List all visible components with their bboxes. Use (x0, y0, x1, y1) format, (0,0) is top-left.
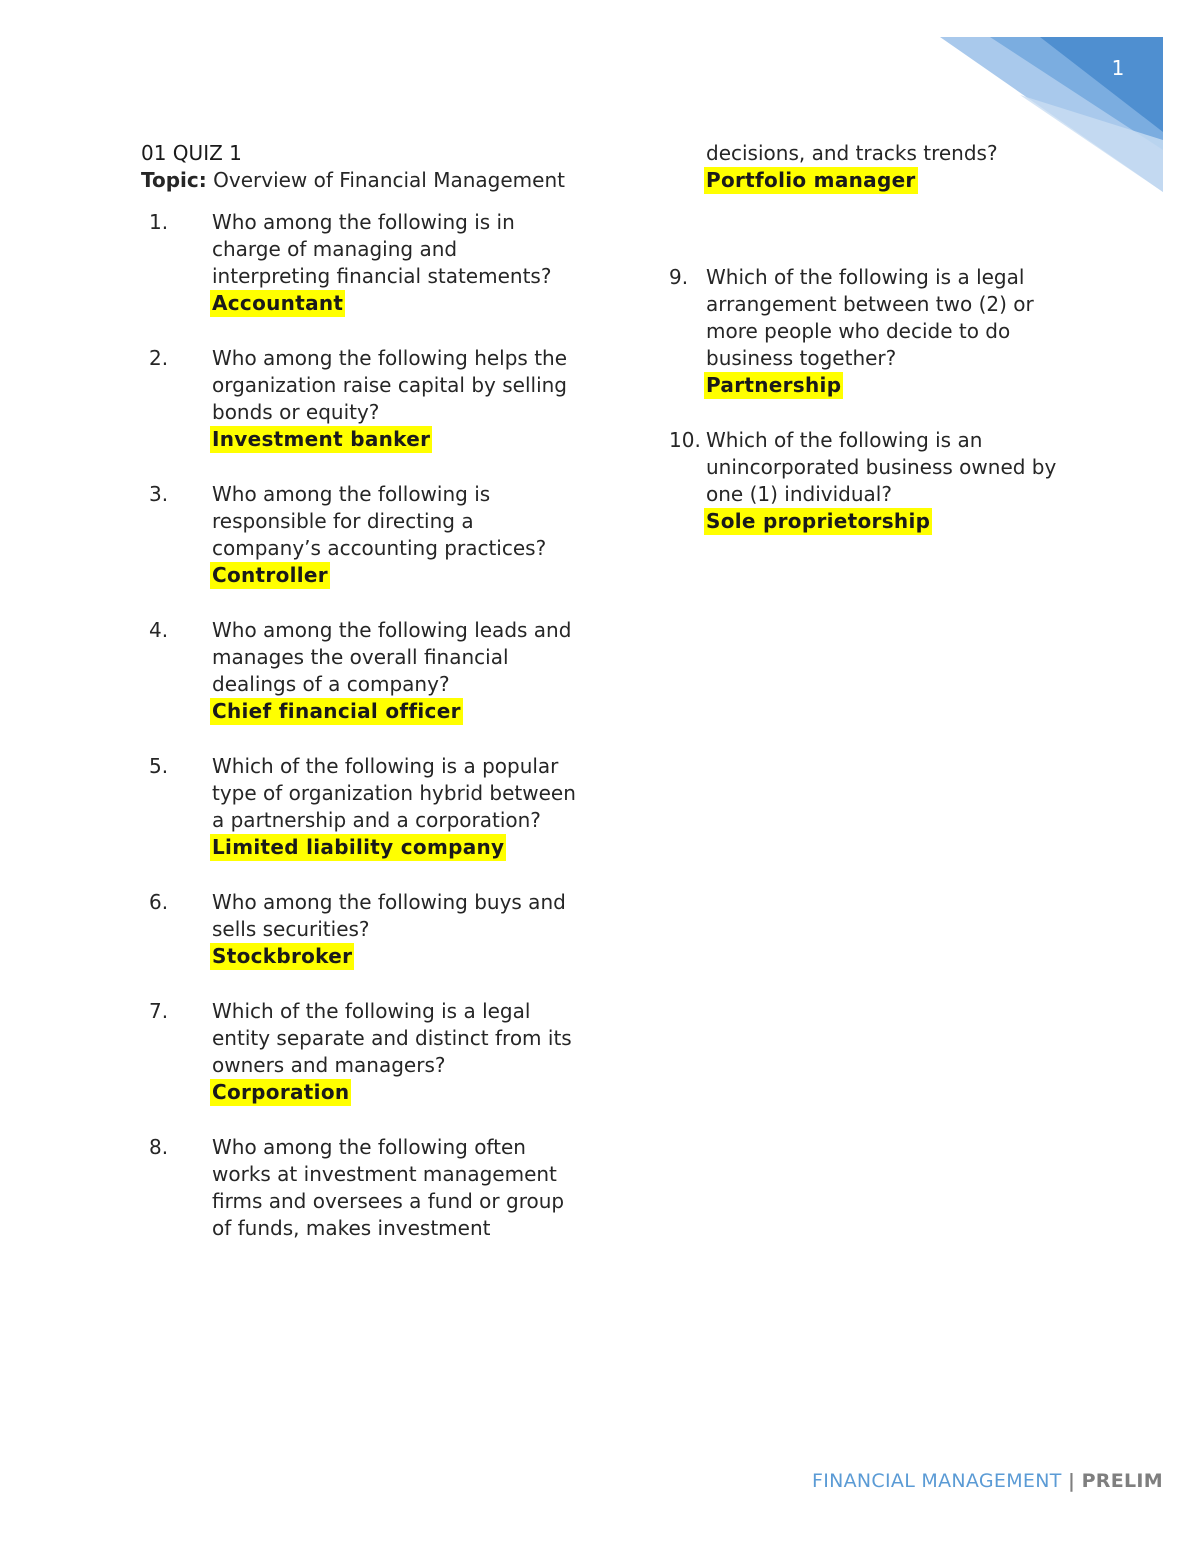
question-number: 9. (669, 265, 689, 289)
question-number: 5. (149, 754, 169, 778)
answer-highlight: Stockbroker (212, 944, 353, 968)
footer-term: PRELIM (1081, 1470, 1163, 1492)
topic-value: Overview of Financial Management (213, 168, 565, 192)
answer-highlight: Portfolio manager (706, 168, 916, 192)
question-item (141, 753, 581, 861)
question-item (141, 481, 581, 589)
topic-line (141, 167, 581, 194)
answer-highlight: Accountant (212, 291, 344, 315)
left-column (141, 140, 581, 1270)
question-item (141, 617, 581, 725)
question-number: 1. (149, 210, 169, 234)
answer-highlight: Investment banker (212, 427, 431, 451)
page-number: 1 (1111, 56, 1125, 80)
answer-highlight: Corporation (212, 1080, 350, 1104)
question-number: 8. (149, 1135, 169, 1159)
question-item (141, 889, 581, 970)
question-number: 7. (149, 999, 169, 1023)
question-item (669, 264, 1069, 399)
page-footer (812, 1470, 1163, 1492)
answer-highlight: Partnership (706, 373, 842, 397)
question-text: Who among the following often works at investment management firms and oversees a fund or group of funds, makes investment (212, 1135, 565, 1240)
question-item (669, 427, 1069, 535)
question-number: 2. (149, 346, 169, 370)
question-item (141, 209, 581, 317)
question-number: 3. (149, 482, 169, 506)
footer-subject: FINANCIAL MANAGEMENT (811, 1470, 1062, 1492)
right-column (669, 140, 1069, 563)
answer-highlight: Sole proprietorship (706, 509, 931, 533)
question-number: 6. (149, 890, 169, 914)
question-8-continuation (669, 140, 1069, 194)
question-text: Which of the following is a legal entity separate and distinct from its owners and managers? (212, 999, 572, 1077)
question-text: Who among the following buys and sells securities? (212, 890, 566, 941)
topic-label: Topic: (141, 168, 207, 192)
question-text: Which of the following is a popular type of organization hybrid between a partnership and a corporation? (212, 754, 576, 832)
question-number: 10. (669, 428, 701, 452)
question-text: Who among the following leads and manages the overall financial dealings of a company? (212, 618, 572, 696)
answer-highlight: Chief financial officer (212, 699, 461, 723)
footer-separator: | (1067, 1470, 1076, 1492)
question-number: 4. (149, 618, 169, 642)
question-text: Who among the following helps the organization raise capital by selling bonds or equity? (212, 346, 568, 424)
question-item (141, 1134, 581, 1242)
question-text: Who among the following is responsible for directing a company’s accounting practices? (212, 482, 547, 560)
question-text: Which of the following is a legal arrangement between two (2) or more people who decide to do business together? (706, 265, 1034, 370)
quiz-title: 01 QUIZ 1 (141, 141, 242, 165)
question-text: Which of the following is an unincorporated business owned by one (1) individual? (706, 428, 1057, 506)
question-list-right (669, 264, 1069, 535)
question-list-left (141, 209, 581, 1242)
question-item (141, 345, 581, 453)
answer-highlight: Controller (212, 563, 328, 587)
answer-highlight: Limited liability company (212, 835, 505, 859)
question-text: decisions, and tracks trends? (706, 141, 998, 165)
question-text: Who among the following is in charge of managing and interpreting financial statements? (212, 210, 552, 288)
question-item (141, 998, 581, 1106)
